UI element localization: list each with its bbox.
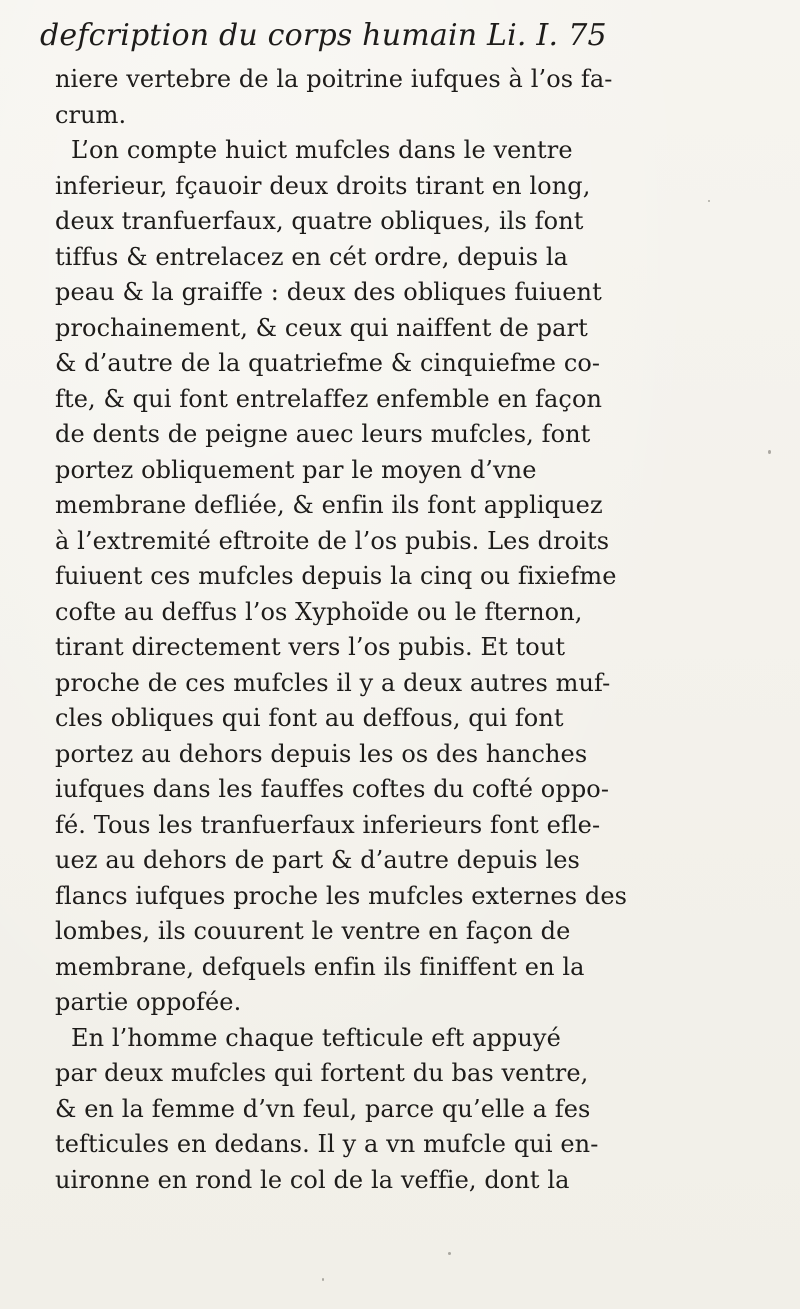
paper-speck xyxy=(768,450,771,454)
text-line: flancs iufques proche les mufcles externes des xyxy=(55,881,628,910)
text-line: membrane, defquels enfin ils finiffent en la xyxy=(55,952,585,981)
text-line: niere vertebre de la poitrine iufques à l’os fa- xyxy=(55,65,613,93)
text-line: fuiuent ces mufcles depuis la cinq ou fixiefme xyxy=(55,562,617,590)
text-line: peau & la graiffe : deux des obliques fuiuent xyxy=(55,278,602,306)
text-line: fte, & qui font entrelaffez enfemble en façon xyxy=(55,384,603,413)
paper-speck xyxy=(322,1278,324,1281)
text-line: L’on compte huict mufcles dans le ventre xyxy=(71,136,573,164)
text-line: uironne en rond le col de la veffie, dont la xyxy=(55,1165,570,1194)
text-line: tiffus & entrelacez en cét ordre, depuis la xyxy=(55,242,569,271)
text-body xyxy=(55,62,775,1198)
running-header xyxy=(40,10,780,62)
text-line: En l’homme chaque tefticule eft appuyé xyxy=(71,1023,561,1052)
text-line: crum. xyxy=(55,100,127,129)
paper-speck xyxy=(448,1252,451,1255)
text-line: inferieur, fçauoir deux droits tirant en long, xyxy=(55,171,591,200)
text-line: prochainement, & ceux qui naiffent de part xyxy=(55,313,588,342)
text-line: iufques dans les fauffes coftes du cofté oppo- xyxy=(55,775,610,803)
text-line: deux tranfuerfaux, quatre obliques, ils font xyxy=(55,207,584,235)
text-line: partie oppofée. xyxy=(55,988,242,1016)
page-number: 75 xyxy=(568,18,607,53)
paper-speck xyxy=(708,200,710,202)
text-line: & d’autre de la quatriefme & cinquiefme co- xyxy=(55,349,601,377)
text-line: & en la femme d’vn feul, parce qu’elle a fes xyxy=(55,1094,591,1123)
text-line: de dents de peigne auec leurs mufcles, font xyxy=(55,420,591,448)
text-line: membrane defliée, & enfin ils font appliquez xyxy=(55,491,603,519)
text-line: portez obliquement par le moyen d’vne xyxy=(55,455,537,484)
text-line: cles obliques qui font au deffous, qui font xyxy=(55,704,564,732)
text-line: uez au dehors de part & d’autre depuis les xyxy=(55,846,580,874)
text-line: fé. Tous les tranfuerfaux inferieurs font efle- xyxy=(55,810,601,839)
text-line: tirant directement vers l’os pubis. Et tout xyxy=(55,633,566,661)
text-line: portez au dehors depuis les os des hanches xyxy=(55,739,588,768)
text-line: tefticules en dedans. Il y a vn mufcle qui en- xyxy=(55,1130,599,1158)
text-line: lombes, ils couurent le ventre en façon de xyxy=(55,917,571,945)
text-line: par deux mufcles qui fortent du bas ventre, xyxy=(55,1059,589,1087)
text-line: à l’extremité eftroite de l’os pubis. Les droits xyxy=(55,526,610,555)
running-title: defcription du corps humain Li. I. xyxy=(40,18,559,53)
text-line: cofte au deffus l’os Xyphoïde ou le fternon, xyxy=(55,597,583,626)
text-line: proche de ces mufcles il y a deux autres muf- xyxy=(55,668,611,697)
